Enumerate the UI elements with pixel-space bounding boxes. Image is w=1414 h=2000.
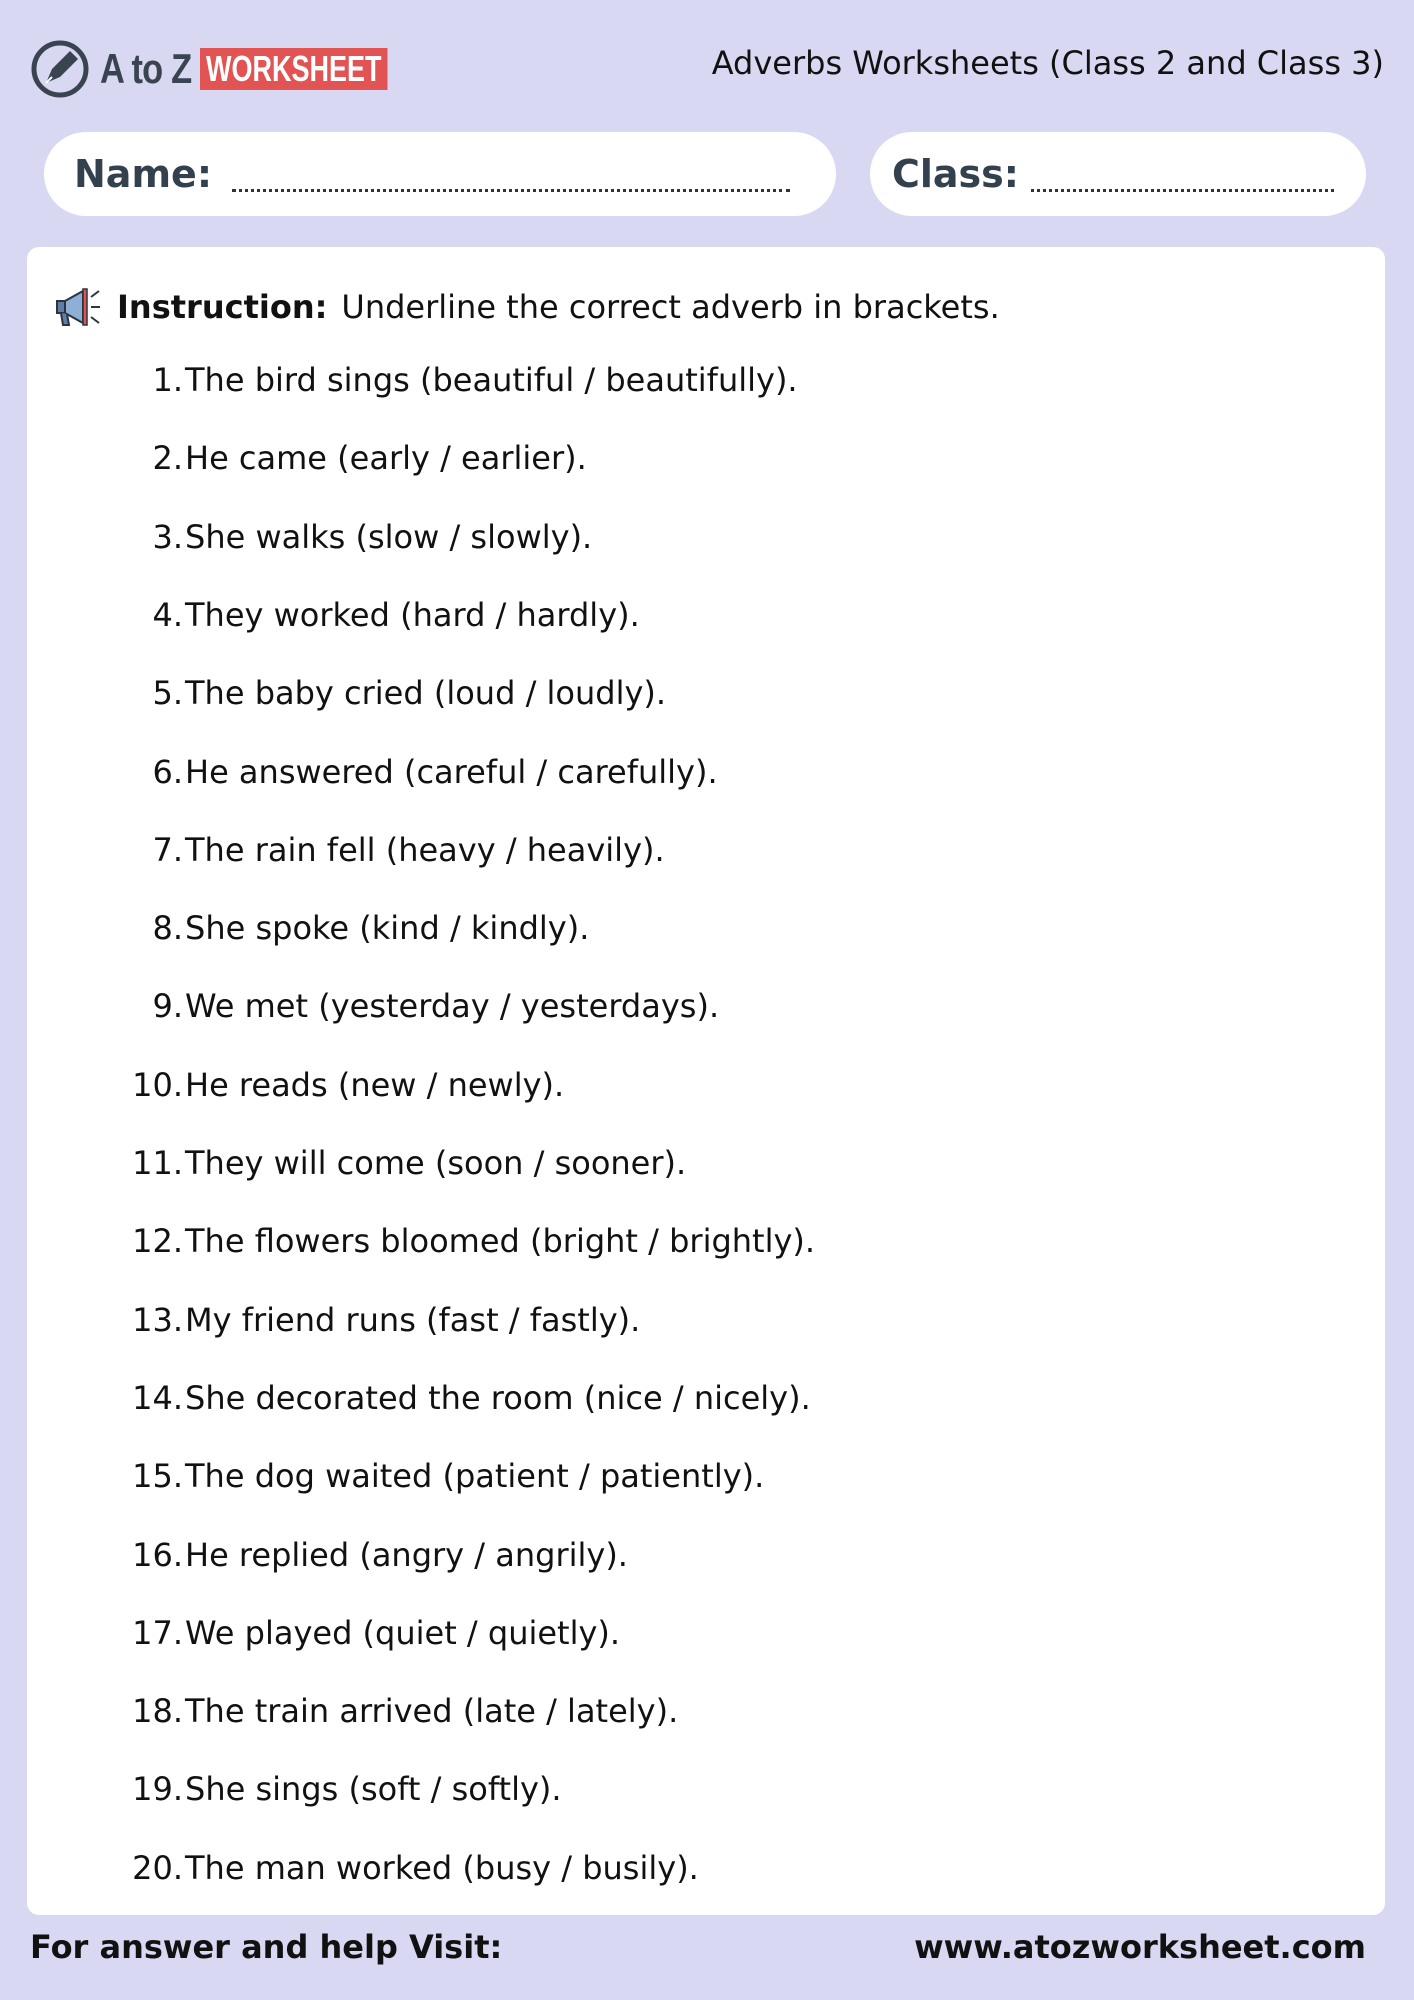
question-text[interactable]: The bird sings (beautiful / beautifully). bbox=[185, 361, 798, 399]
question-number: 9. bbox=[152, 987, 183, 1026]
question-item bbox=[27, 670, 666, 716]
question-number: 19. bbox=[132, 1770, 183, 1809]
question-item bbox=[27, 827, 665, 873]
question-text[interactable]: The rain fell (heavy / heavily). bbox=[185, 830, 665, 869]
question-number: 12. bbox=[132, 1222, 183, 1261]
question-text[interactable]: He answered (careful / carefully). bbox=[185, 752, 718, 791]
class-dotted-line bbox=[1031, 167, 1334, 192]
pencil-circle-icon bbox=[30, 39, 90, 99]
question-number: 4. bbox=[152, 595, 183, 634]
question-text[interactable]: He came (early / earlier). bbox=[185, 439, 587, 478]
question-item bbox=[27, 592, 640, 638]
class-label: Class: bbox=[892, 152, 1019, 196]
question-item bbox=[27, 1218, 815, 1264]
question-number: 14. bbox=[132, 1378, 183, 1417]
question-number: 18. bbox=[132, 1692, 183, 1731]
question-item bbox=[27, 1062, 564, 1108]
question-text[interactable]: They worked (hard / hardly). bbox=[185, 595, 640, 634]
question-number: 8. bbox=[152, 909, 183, 948]
question-text[interactable]: She sings (soft / softly). bbox=[185, 1770, 562, 1809]
footer-help-text: For answer and help Visit: bbox=[30, 1928, 503, 1966]
question-number: 17. bbox=[132, 1613, 183, 1652]
question-text[interactable]: My friend runs (fast / fastly). bbox=[185, 1300, 641, 1339]
name-field[interactable] bbox=[44, 132, 836, 216]
name-dotted-line bbox=[232, 167, 790, 192]
instruction-label: Instruction: bbox=[117, 288, 328, 326]
page-title: Adverbs Worksheets (Class 2 and Class 3) bbox=[711, 44, 1384, 82]
question-number: 10. bbox=[132, 1065, 183, 1104]
question-number: 6. bbox=[152, 752, 183, 791]
question-text[interactable]: We met (yesterday / yesterdays). bbox=[185, 987, 720, 1026]
megaphone-icon bbox=[53, 285, 103, 329]
footer-website-link[interactable]: www.atozworksheet.com bbox=[914, 1928, 1366, 1966]
instruction bbox=[53, 285, 1000, 329]
question-text[interactable]: He reads (new / newly). bbox=[185, 1065, 565, 1104]
question-number: 5. bbox=[152, 674, 183, 713]
question-item bbox=[27, 435, 587, 481]
question-item bbox=[27, 1766, 562, 1812]
worksheet-card bbox=[27, 247, 1385, 1915]
question-text[interactable]: He replied (angry / angrily). bbox=[185, 1535, 628, 1574]
logo-text: A to Z bbox=[100, 45, 192, 92]
class-field[interactable] bbox=[870, 132, 1366, 216]
question-item bbox=[27, 1688, 678, 1734]
logo-badge: WORKSHEET bbox=[200, 48, 388, 90]
question-text[interactable]: They will come (soon / sooner). bbox=[185, 1144, 687, 1182]
question-text[interactable]: The flowers bloomed (bright / brightly). bbox=[185, 1222, 816, 1261]
question-item bbox=[27, 1297, 640, 1343]
logo bbox=[30, 38, 382, 100]
question-text[interactable]: The baby cried (loud / loudly). bbox=[185, 674, 667, 713]
question-item bbox=[27, 983, 719, 1029]
name-label: Name: bbox=[74, 152, 213, 196]
instruction-text: Underline the correct adverb in brackets. bbox=[341, 288, 1000, 326]
question-item bbox=[27, 1375, 811, 1421]
question-number: 3. bbox=[152, 517, 183, 556]
question-text[interactable]: She decorated the room (nice / nicely). bbox=[185, 1378, 811, 1417]
question-number: 16. bbox=[132, 1535, 183, 1574]
question-text[interactable]: The train arrived (late / lately). bbox=[185, 1692, 679, 1731]
question-number: 2. bbox=[152, 439, 183, 478]
question-item bbox=[27, 905, 589, 951]
question-item bbox=[27, 1532, 628, 1578]
question-number: 1. bbox=[152, 361, 183, 399]
question-text[interactable]: The man worked (busy / busily). bbox=[185, 1848, 699, 1887]
question-number: 7. bbox=[152, 830, 183, 869]
question-text[interactable]: The dog waited (patient / patiently). bbox=[185, 1457, 765, 1496]
question-text[interactable]: We played (quiet / quietly). bbox=[185, 1613, 621, 1652]
question-number: 20. bbox=[132, 1848, 183, 1887]
question-item bbox=[27, 1453, 764, 1499]
question-item bbox=[27, 749, 718, 795]
question-item bbox=[27, 514, 592, 560]
question-number: 11. bbox=[132, 1144, 183, 1182]
question-number: 15. bbox=[132, 1457, 183, 1496]
question-item bbox=[27, 357, 798, 403]
question-item bbox=[27, 1140, 686, 1186]
question-item bbox=[27, 1610, 620, 1656]
question-text[interactable]: She walks (slow / slowly). bbox=[185, 517, 593, 556]
question-number: 13. bbox=[132, 1300, 183, 1339]
question-item bbox=[27, 1845, 699, 1891]
question-text[interactable]: She spoke (kind / kindly). bbox=[185, 909, 590, 948]
